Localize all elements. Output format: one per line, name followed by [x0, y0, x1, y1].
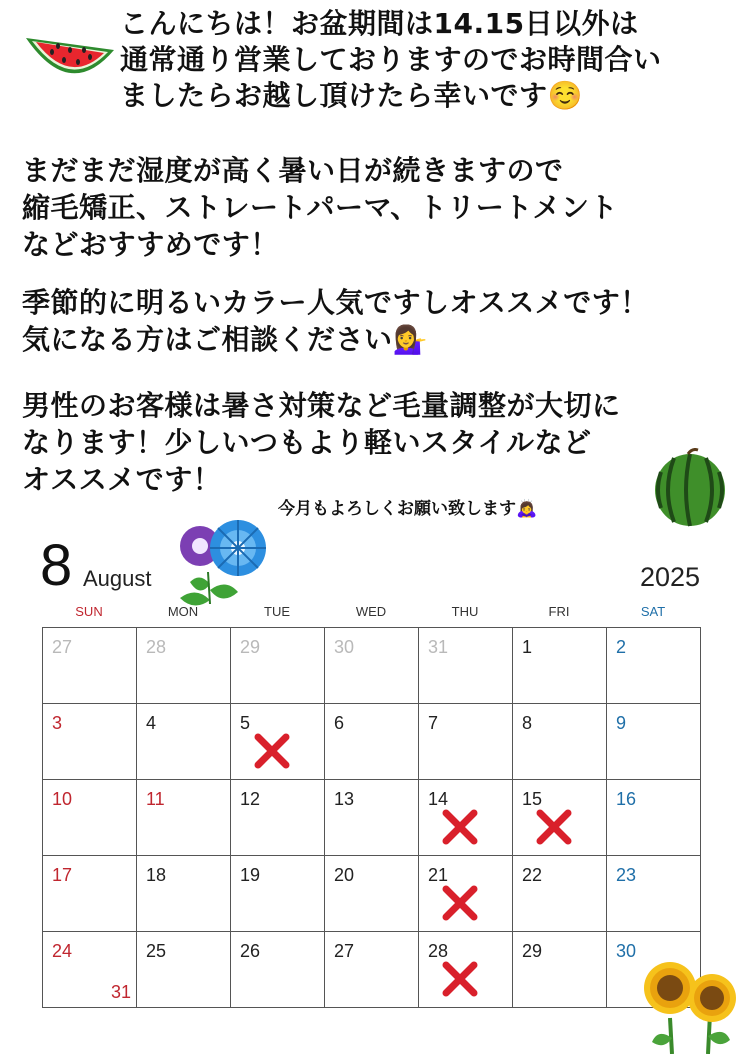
text-line: などおすすめです！: [22, 228, 279, 261]
day-number: 30: [334, 637, 355, 657]
text-line: なります！少しいつもより軽いスタイルなど: [22, 426, 592, 459]
text-line: 縮毛矯正、ストレートパーマ、トリートメント: [22, 191, 618, 224]
calendar-day: [231, 704, 325, 780]
calendar-day: [137, 628, 231, 704]
calendar-week: [43, 628, 701, 704]
day-number: 11: [146, 789, 165, 809]
text-line: 男性のお客様は暑さ対策など毛量調整が大切に: [22, 389, 621, 422]
text-line: 気になる方はご相談ください💁‍♀️: [22, 323, 428, 356]
calendar-day: [607, 780, 701, 856]
day-number: 5: [240, 713, 251, 733]
day-number: 14: [428, 789, 449, 809]
day-number: 29: [240, 637, 261, 657]
day-number: 29: [522, 941, 543, 961]
calendar-week: [43, 932, 701, 1008]
day-number: 26: [240, 941, 261, 961]
calendar-day: [325, 704, 419, 780]
day-number: 13: [334, 789, 355, 809]
text-line: まだまだ湿度が高く暑い日が続きますので: [22, 154, 564, 187]
closed-x-mark-icon: [441, 884, 479, 922]
calendar-day: [137, 780, 231, 856]
day-number: 7: [428, 713, 439, 733]
day-number: 24: [52, 941, 73, 961]
weekday-sat: SAT: [640, 604, 666, 619]
calendar-day: [419, 780, 513, 856]
day-number: 1: [522, 637, 533, 657]
calendar-day: [513, 780, 607, 856]
calendar-day: [513, 628, 607, 704]
watermelon-icon: [652, 448, 728, 528]
day-number: 8: [522, 713, 533, 733]
closed-x-mark-icon: [441, 808, 479, 846]
calendar-day: [513, 856, 607, 932]
watermelon-slice-icon: [22, 32, 118, 92]
day-number: 22: [522, 865, 543, 885]
calendar-day: [607, 856, 701, 932]
calendar-grid: [42, 627, 701, 1008]
calendar-day: [325, 856, 419, 932]
calendar-day: [513, 932, 607, 1008]
calendar-week: [43, 780, 701, 856]
day-number: 3: [52, 713, 63, 733]
day-number: 15: [522, 789, 543, 809]
day-number: 12: [240, 789, 261, 809]
day-number: 19: [240, 865, 261, 885]
year-label: 2025: [640, 562, 701, 592]
calendar-day: [419, 932, 513, 1008]
closed-x-mark-icon: [253, 732, 291, 770]
calendar-day: [325, 932, 419, 1008]
sign-off: 今月もよろしくお願い致します🙇‍♀️: [278, 499, 538, 519]
weekday-mon: MON: [167, 604, 199, 619]
calendar-day: [325, 780, 419, 856]
calendar-day: [43, 628, 137, 704]
treatment-paragraph: [22, 152, 618, 263]
day-number: 2: [616, 637, 627, 657]
calendar-day: [43, 780, 137, 856]
weekday-thu: THU: [451, 604, 479, 619]
calendar-day: [607, 704, 701, 780]
calendar-day: [419, 628, 513, 704]
calendar-day: [137, 932, 231, 1008]
day-number: 10: [52, 789, 73, 809]
calendar-week: [43, 704, 701, 780]
text-line: ましたらお越し頂けたら幸いです☺️: [120, 79, 583, 112]
color-paragraph: [22, 284, 649, 358]
weekday-sun: SUN: [75, 604, 103, 619]
day-number: 28: [146, 637, 167, 657]
day-number: 6: [334, 713, 345, 733]
day-number: 21: [428, 865, 449, 885]
morning-glory-icon: [170, 512, 276, 616]
calendar-day: [419, 704, 513, 780]
weekday-tue: TUE: [264, 604, 290, 619]
calendar-day: [325, 628, 419, 704]
day-number: 31: [428, 637, 449, 657]
sunflower-icon: [640, 958, 740, 1054]
day-number: 23: [616, 865, 637, 885]
text-line: 通常通り営業しておりますのでお時間合い: [120, 43, 662, 76]
day-number: 27: [52, 637, 73, 657]
day-number: 30: [616, 941, 637, 961]
day-number: 17: [52, 865, 73, 885]
calendar-day: [231, 932, 325, 1008]
calendar-day: [43, 932, 137, 1008]
mens-paragraph: [22, 387, 621, 498]
month-number: 8: [40, 533, 73, 598]
closed-x-mark-icon: [535, 808, 573, 846]
calendar-day: [137, 704, 231, 780]
day-number: 4: [146, 713, 157, 733]
calendar-day: [419, 856, 513, 932]
weekday-wed: WED: [355, 604, 387, 619]
calendar-day: [607, 628, 701, 704]
text-line: 季節的に明るいカラー人気ですしオススメです！: [22, 286, 649, 319]
day-number: 25: [146, 941, 167, 961]
text-line: オススメです！: [22, 463, 222, 496]
closed-x-mark-icon: [441, 960, 479, 998]
calendar-day: [43, 856, 137, 932]
intro-paragraph: [120, 6, 662, 114]
calendar-day: [43, 704, 137, 780]
text-line: こんにちは！お盆期間は14.15日以外は: [120, 7, 639, 40]
day-number: 16: [616, 789, 637, 809]
month-name: August: [83, 566, 152, 591]
calendar-day: [137, 856, 231, 932]
calendar-day: [231, 628, 325, 704]
calendar-day: [231, 856, 325, 932]
calendar-day: [231, 780, 325, 856]
weekday-fri: FRI: [548, 604, 570, 619]
day-number: 20: [334, 865, 355, 885]
day-number: 18: [146, 865, 167, 885]
calendar-day: [513, 704, 607, 780]
day-number: 27: [334, 941, 355, 961]
calendar-week: [43, 856, 701, 932]
day-number: 9: [616, 713, 627, 733]
day-number-extra: 31: [111, 982, 132, 1002]
day-number: 28: [428, 941, 449, 961]
